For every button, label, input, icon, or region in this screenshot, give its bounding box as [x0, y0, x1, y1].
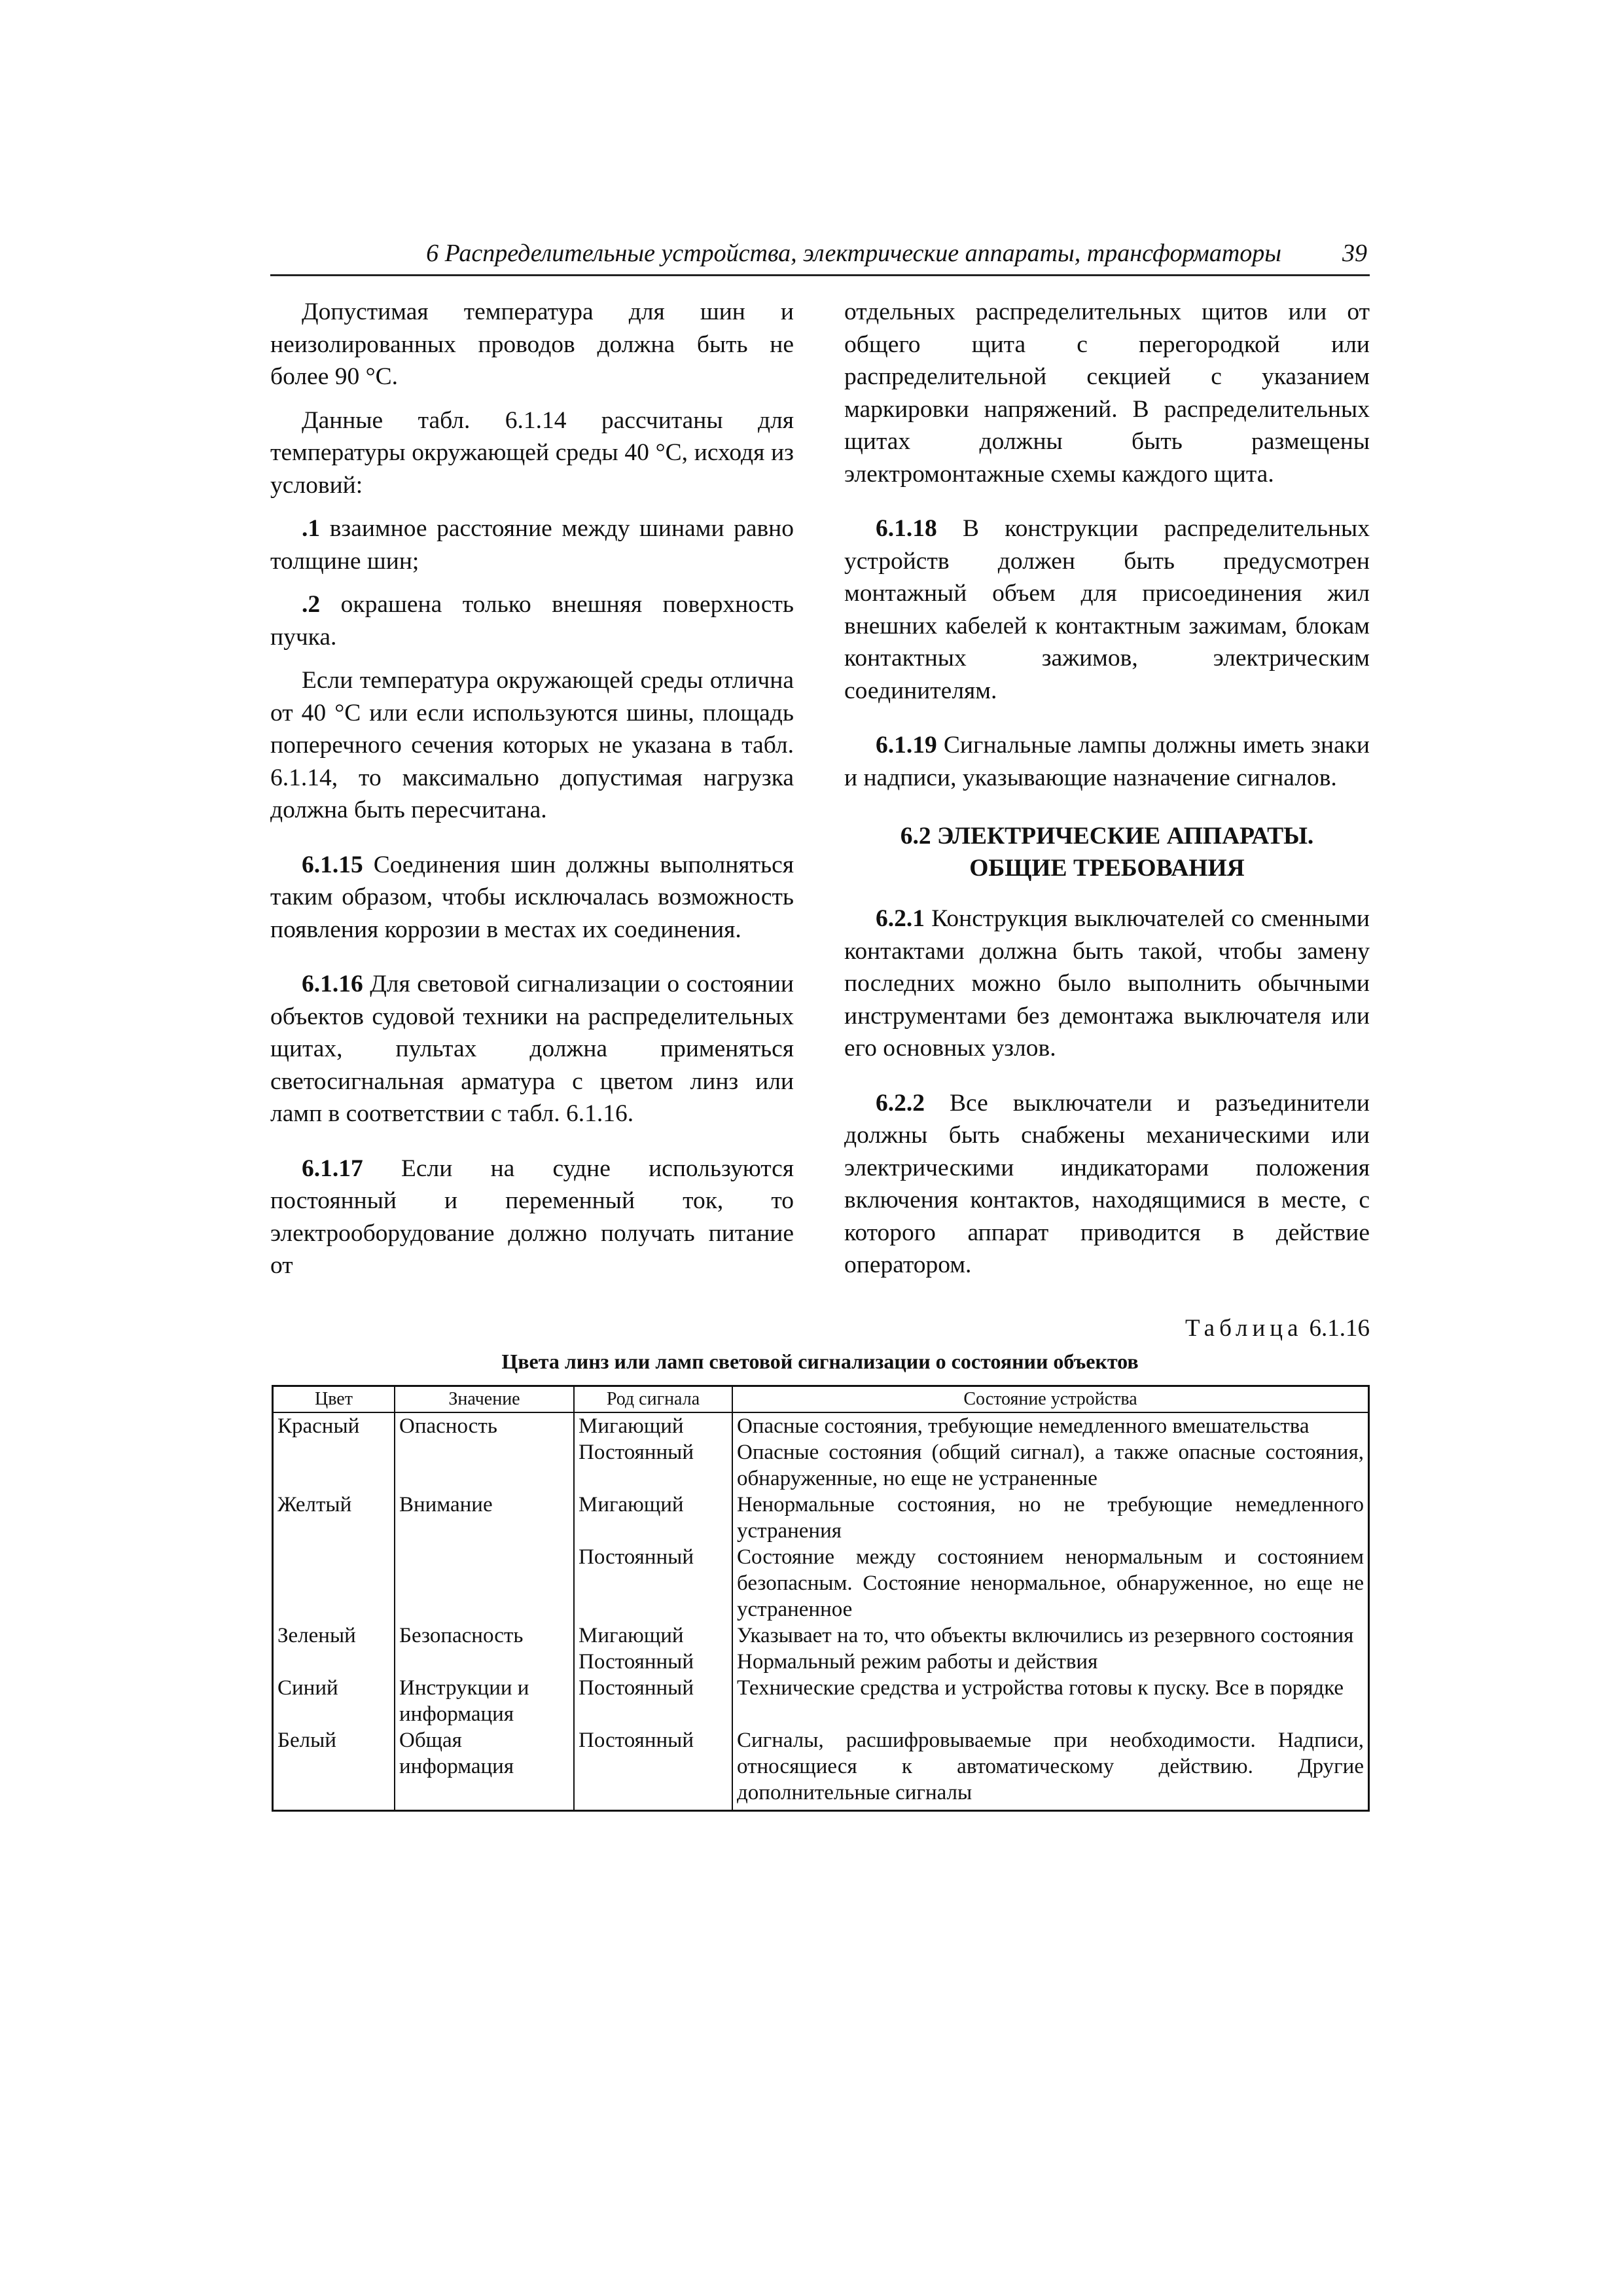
state-cell: Указывает на то, что объекты включились из резервного состояния	[732, 1623, 1369, 1649]
clause	[270, 849, 794, 946]
clause-text: Соединения шин должны выполняться таким образом, чтобы исключалась возможность появления коррозии в местах их соединения.	[270, 851, 794, 943]
state-cell: Опасные состояния (общий сигнал), а также опасные состояния, обнаруженные, но еще не устраненные	[732, 1439, 1369, 1492]
section-heading-line: ОБЩИЕ ТРЕБОВАНИЯ	[969, 855, 1245, 882]
list-item	[270, 588, 794, 653]
paragraph: Если температура окружающей среды отлична от 40 °С или если используются шины, площадь поперечного сечения которых не указана в табл. 6.1.14, то максимально допустимая нагрузка должна быть пересчитана.	[270, 667, 794, 823]
table-caption-number: 6.1.16	[1309, 1315, 1370, 1342]
paragraph: отдельных распределительных щитов или от общего щита с перегородкой или распределительной секцией с указанием маркировки напряжений. В распределительных щитах должны быть размещены электромонтажные схемы каждого щита.	[844, 298, 1370, 488]
meaning-cell	[395, 1649, 574, 1675]
table-row	[273, 1727, 1369, 1811]
section-heading	[844, 820, 1370, 884]
clause	[844, 1087, 1370, 1282]
table-row	[273, 1649, 1369, 1675]
meaning-cell	[395, 1439, 574, 1492]
clause	[270, 968, 794, 1130]
item-text: окрашена только внешняя поверхность пучка.	[270, 591, 794, 651]
color-cell: Красный	[273, 1412, 395, 1439]
clause-text: Сигнальные лампы должны иметь знаки и надписи, указывающие назначение сигналов.	[844, 732, 1370, 791]
signal-type-cell: Постоянный	[574, 1649, 732, 1675]
header-cell: Цвет	[273, 1386, 395, 1413]
state-cell: Опасные состояния, требующие немедленного вмешательства	[732, 1412, 1369, 1439]
meaning-cell: Инструкции и информация	[395, 1675, 574, 1727]
clause-text: В конструкции распределительных устройств должен быть предусмотрен монтажный объем для присоединения жил внешних кабелей к контактным зажимам, блокам контактных зажимов, электрическим соединителям.	[844, 515, 1370, 704]
item-number: .2	[302, 591, 321, 618]
color-cell: Синий	[273, 1675, 395, 1727]
signal-colors-table	[272, 1385, 1370, 1812]
meaning-cell: Опасность	[395, 1412, 574, 1439]
header-cell: Значение	[395, 1386, 574, 1413]
color-cell: Желтый	[273, 1492, 395, 1544]
clause-text: Все выключатели и разъединители должны быть снабжены механическими или электрическими индикаторами положения включения контактов, находящимися в месте, с которого аппарат приводится в действие оператором.	[844, 1089, 1370, 1278]
signal-type-cell: Мигающий	[574, 1492, 732, 1544]
clause-number: 6.1.17	[302, 1155, 363, 1182]
table-row	[273, 1675, 1369, 1727]
table-title: Цвета линз или ламп световой сигнализации о состоянии объектов	[501, 1350, 1139, 1373]
color-cell: Белый	[273, 1727, 395, 1811]
table-header-row	[273, 1386, 1369, 1413]
color-cell	[273, 1439, 395, 1492]
signal-type-cell: Мигающий	[574, 1412, 732, 1439]
state-cell: Ненормальные состояния, но не требующие немедленного устранения	[732, 1492, 1369, 1544]
left-column	[270, 296, 794, 1293]
clause	[844, 903, 1370, 1065]
header-cell: Состояние устройства	[732, 1386, 1369, 1413]
table-row	[273, 1412, 1369, 1439]
clause-number: 6.1.16	[302, 971, 363, 997]
signal-type-cell: Постоянный	[574, 1727, 732, 1811]
clause-text: Если на судне используются постоянный и переменный ток, то электрооборудование должно получать питание от	[270, 1155, 794, 1279]
section-heading-line: 6.2 ЭЛЕКТРИЧЕСКИЕ АППАРАТЫ.	[900, 823, 1314, 850]
header-cell: Род сигнала	[574, 1386, 732, 1413]
signal-type-cell: Постоянный	[574, 1675, 732, 1727]
paragraph: Данные табл. 6.1.14 рассчитаны для температуры окружающей среды 40 °С, исходя из условий:	[270, 406, 794, 499]
state-cell: Сигналы, расшифровываемые при необходимости. Надписи, относящиеся к автоматическому действию. Другие дополнительные сигналы	[732, 1727, 1369, 1811]
running-header	[270, 238, 1370, 276]
state-cell: Нормальный режим работы и действия	[732, 1649, 1369, 1675]
clause	[844, 729, 1370, 794]
meaning-cell: Безопасность	[395, 1623, 574, 1649]
page-number: 39	[1342, 240, 1367, 267]
clause-number: 6.1.15	[302, 851, 363, 878]
item-number: .1	[302, 515, 321, 542]
state-cell: Состояние между состоянием ненормальным и состоянием безопасным. Состояние ненормальное, обнаруженное, но еще не устраненное	[732, 1544, 1369, 1623]
clause-number: 6.1.18	[876, 515, 937, 542]
signal-type-cell: Постоянный	[574, 1544, 732, 1623]
right-column	[844, 296, 1370, 1293]
color-cell: Зеленый	[273, 1623, 395, 1649]
meaning-cell: Общая информация	[395, 1727, 574, 1811]
table-row	[273, 1439, 1369, 1492]
table-row	[273, 1544, 1369, 1623]
clause-number: 6.2.2	[876, 1089, 925, 1117]
item-text: взаимное расстояние между шинами равно толщине шин;	[270, 515, 794, 575]
clause-text: Для световой сигнализации о состоянии объектов судовой техники на распределительных щитах, пультах должна применяться светосигнальная арматура с цветом линз или ламп в соответствии с табл. 6.1.16.	[270, 971, 794, 1127]
clause-number: 6.1.19	[876, 732, 937, 759]
clause	[270, 1153, 794, 1282]
color-cell	[273, 1544, 395, 1623]
paragraph: Допустимая температура для шин и неизолированных проводов должна быть не более 90 °С.	[270, 298, 794, 390]
table-caption-word: Таблица	[1185, 1315, 1303, 1342]
clause-text: Конструкция выключателей со сменными контактами должна быть такой, чтобы замену последних можно было выполнить обычными инструментами без демонтажа выключателя или его основных узлов.	[844, 905, 1370, 1062]
table-caption	[982, 1314, 1370, 1342]
table-row	[273, 1492, 1369, 1544]
clause	[844, 512, 1370, 707]
signal-type-cell: Постоянный	[574, 1439, 732, 1492]
color-cell	[273, 1649, 395, 1675]
table-row	[273, 1623, 1369, 1649]
header-title: 6 Распределительные устройства, электрические аппараты, трансформаторы	[426, 240, 1281, 267]
state-cell: Технические средства и устройства готовы к пуску. Все в порядке	[732, 1675, 1369, 1727]
clause-number: 6.2.1	[876, 905, 925, 932]
list-item	[270, 512, 794, 577]
signal-type-cell: Мигающий	[574, 1623, 732, 1649]
meaning-cell: Внимание	[395, 1492, 574, 1544]
meaning-cell	[395, 1544, 574, 1623]
